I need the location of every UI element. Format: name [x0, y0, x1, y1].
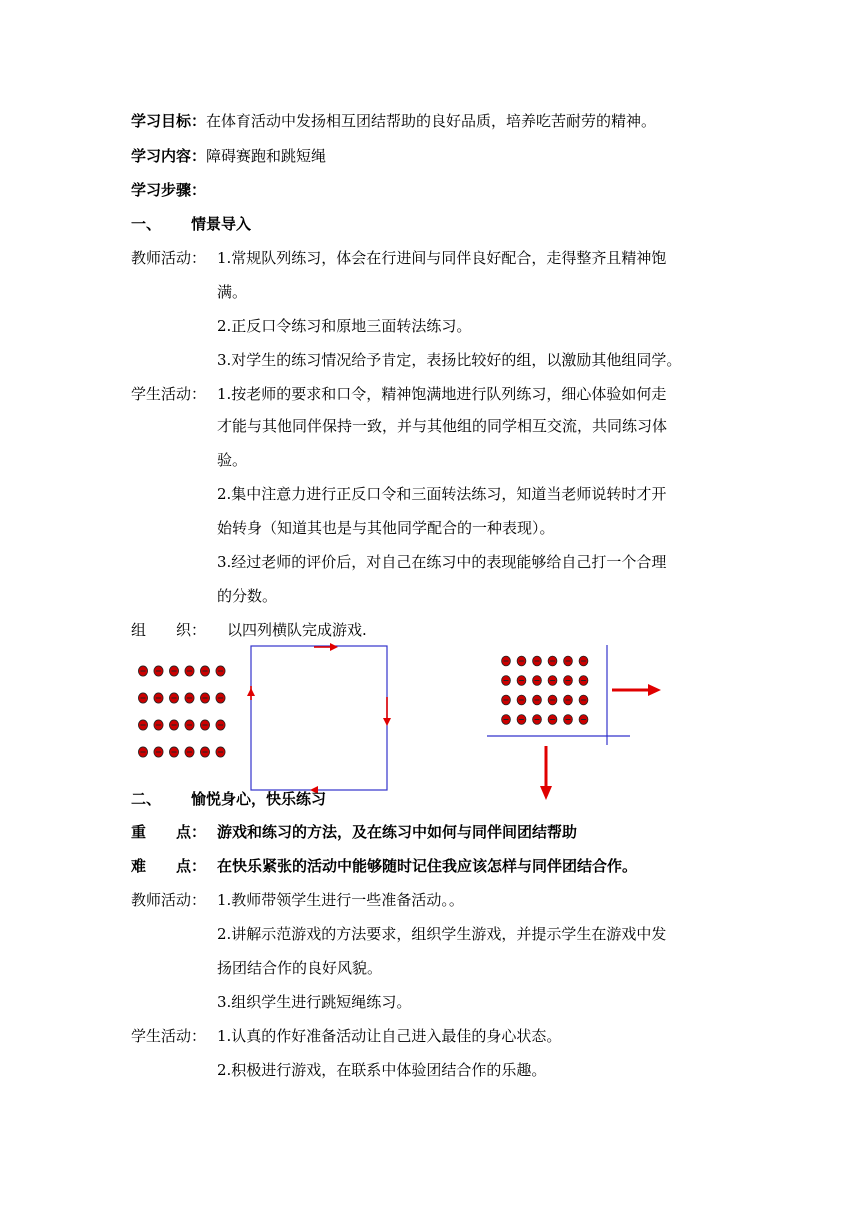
section2-student-line-1: 1.认真的作好准备活动让自己进入最佳的身心状态。	[217, 1027, 562, 1045]
content-label: 学习内容：	[131, 147, 207, 165]
section2-title: 愉悦身心，快乐练习	[191, 790, 327, 808]
section1-org-text: 以四列横队完成游戏.	[227, 621, 367, 639]
section1-student-label: 学生活动：	[131, 385, 207, 403]
objective-text: 在体育活动中发扬相互团结帮助的良好品质，培养吃苦耐劳的精神。	[206, 112, 657, 130]
section1-student-line-2: 才能与其他同伴保持一致，并与其他组的同学相互交流，共同练习体	[217, 417, 668, 435]
section1-teacher-line-2: 满。	[217, 283, 248, 301]
arrow-right-head	[648, 684, 661, 696]
section1-student-line-5: 始转身（知道其也是与其他同学配合的一种表现）。	[217, 519, 555, 537]
arrow-down-head	[540, 786, 552, 800]
section2-student-label: 学生活动：	[131, 1027, 207, 1045]
route-arrowhead-right	[383, 718, 391, 726]
route-square	[251, 646, 387, 790]
route-arrowhead-left	[247, 688, 255, 696]
left-formation-dots	[138, 666, 225, 757]
key-point-text: 游戏和练习的方法，及在练习中如何与同伴间团结帮助	[217, 823, 578, 841]
section2-teacher-line-1: 1.教师带领学生进行一些准备活动。。	[217, 891, 464, 909]
section2-teacher-line-2: 2.讲解示范游戏的方法要求，组织学生游戏，并提示学生在游戏中发	[217, 925, 667, 943]
section2-student-line-2: 2.积极进行游戏，在联系中体验团结合作的乐趣。	[217, 1061, 547, 1079]
section2-number: 二、	[131, 790, 162, 808]
key-point-label: 重 点：	[131, 823, 207, 841]
section1-student-line-1: 1.按老师的要求和口令，精神饱满地进行队列练习，细心体验如何走	[217, 385, 667, 403]
section1-student-line-6: 3.经过老师的评价后，对自己在练习中的表现能够给自己打一个合理	[217, 553, 667, 571]
section1-teacher-label: 教师活动：	[131, 249, 207, 267]
section1-teacher-line-1: 1.常规队列练习，体会在行进间与同伴良好配合，走得整齐且精神饱	[217, 249, 667, 267]
section2-teacher-label: 教师活动：	[131, 891, 207, 909]
section2-teacher-line-3: 扬团结合作的良好风貌。	[217, 959, 383, 977]
section1-title: 情景导入	[191, 215, 252, 233]
key-point-line	[131, 822, 577, 842]
difficulty-text: 在快乐紧张的活动中能够随时记住我应该怎样与同伴团结合作。	[217, 857, 638, 875]
content-text: 障碍赛跑和跳短绳	[206, 147, 327, 165]
section1-student-line-3: 验。	[217, 451, 248, 469]
steps-label: 学习步骤：	[131, 181, 207, 199]
section2-teacher-line-4: 3.组织学生进行跳短绳练习。	[217, 993, 412, 1011]
section1-teacher-line-3: 2.正反口令练习和原地三面转法练习。	[217, 317, 472, 335]
section1-student-line-4: 2.集中注意力进行正反口令和三面转法练习，知道当老师说转时才开	[217, 485, 667, 503]
route-arrowhead-top	[330, 643, 338, 651]
section1-number: 一、	[131, 215, 162, 233]
objective-label: 学习目标：	[131, 112, 207, 130]
section1-student-line-7: 的分数。	[217, 587, 278, 605]
section1-teacher-line-4: 3.对学生的练习情况给予肯定，表扬比较好的组，以激励其他组同学。	[217, 351, 682, 369]
difficulty-line	[131, 856, 637, 876]
right-formation-dots	[502, 656, 588, 724]
section1-org-label: 组 织：	[131, 621, 207, 639]
difficulty-label: 难 点：	[131, 857, 207, 875]
